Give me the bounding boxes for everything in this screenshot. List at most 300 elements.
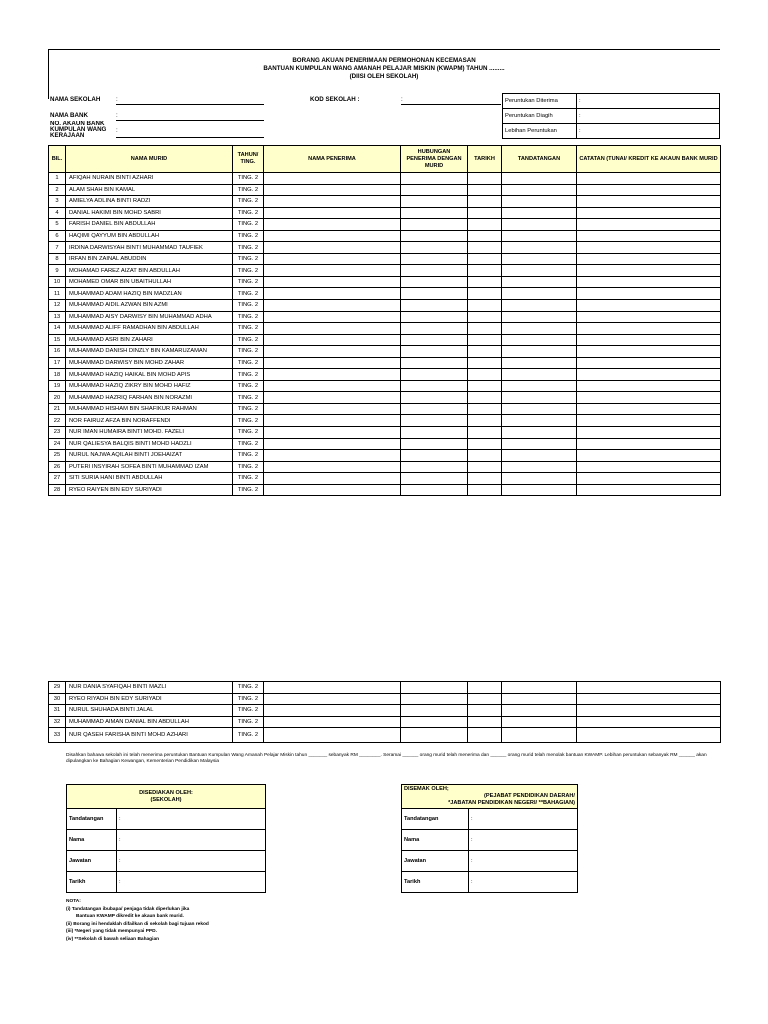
student-grade: TING. 2 xyxy=(233,473,264,485)
relationship-cell[interactable] xyxy=(401,438,468,450)
recipient-name-cell[interactable] xyxy=(264,450,401,462)
table-row xyxy=(49,230,721,242)
table-row xyxy=(49,693,721,705)
nama-sekolah-label: NAMA SEKOLAH xyxy=(50,96,101,103)
colon: : xyxy=(116,96,118,103)
signature-cell[interactable] xyxy=(502,369,577,381)
student-grade: TING. 2 xyxy=(233,403,264,415)
student-name: MUHAMMAD AIMAN DANIAL BIN ABDULLAH xyxy=(66,716,233,728)
row-number: 31 xyxy=(49,705,66,717)
recipient-name-cell[interactable] xyxy=(264,728,401,743)
signature-cell[interactable] xyxy=(502,323,577,335)
date-cell[interactable] xyxy=(468,461,502,473)
relationship-cell[interactable] xyxy=(401,450,468,462)
student-name: MOHAMAD FAREZ AIZAT BIN ABDULLAH xyxy=(66,265,233,277)
relationship-cell[interactable] xyxy=(401,184,468,196)
colon: : xyxy=(116,112,118,119)
table-row xyxy=(49,265,721,277)
relationship-cell[interactable] xyxy=(401,473,468,485)
no-akaun-label: NO. AKAUN BANK KUMPULAN WANG KERAJAAN xyxy=(50,121,107,139)
signature-cell[interactable] xyxy=(502,288,577,300)
student-name: MUHAMMAD DANISH DINZLY BIN KAMARUZAMAN xyxy=(66,346,233,358)
date-cell[interactable] xyxy=(468,427,502,439)
date-cell[interactable] xyxy=(468,253,502,265)
date-cell[interactable] xyxy=(468,403,502,415)
diagih-label: Peruntukan Diagih xyxy=(503,109,577,124)
student-name: SITI SURIA HANI BINTI ABDULLAH xyxy=(66,473,233,485)
date-cell[interactable] xyxy=(468,357,502,369)
recipient-name-cell[interactable] xyxy=(264,346,401,358)
lebihan-value[interactable]: : xyxy=(577,124,720,139)
student-grade: TING. 2 xyxy=(233,253,264,265)
date-cell[interactable] xyxy=(468,392,502,404)
table-row xyxy=(49,682,721,694)
lebihan-label: Lebihan Peruntukan xyxy=(503,124,577,139)
checked-by-box xyxy=(401,784,578,893)
signature-cell[interactable] xyxy=(502,357,577,369)
student-grade: TING. 2 xyxy=(233,716,264,728)
relationship-cell[interactable] xyxy=(401,265,468,277)
student-name: MUHAMMAD ADAM HAZIQ BIN MADZLAN xyxy=(66,288,233,300)
remarks-cell[interactable] xyxy=(577,473,721,485)
student-grade: TING. 2 xyxy=(233,682,264,694)
student-name: MUHAMMAD HAZIQ HAIKAL BIN MOHD APIS xyxy=(66,369,233,381)
sig-right-tarikh[interactable]: : xyxy=(469,872,578,893)
sig-left-nama[interactable]: : xyxy=(117,830,266,851)
student-name: HAQIMI QAYYUM BIN ABDULLAH xyxy=(66,230,233,242)
table-row xyxy=(49,300,721,312)
date-cell[interactable] xyxy=(468,728,502,743)
row-number: 13 xyxy=(49,311,66,323)
student-name: NURUL SHUHADA BINTI JALAL xyxy=(66,705,233,717)
remarks-cell[interactable] xyxy=(577,196,721,208)
date-cell[interactable] xyxy=(468,450,502,462)
recipient-name-cell[interactable] xyxy=(264,219,401,231)
relationship-cell[interactable] xyxy=(401,380,468,392)
date-cell[interactable] xyxy=(468,369,502,381)
relationship-cell[interactable] xyxy=(401,253,468,265)
recipient-name-cell[interactable] xyxy=(264,427,401,439)
sig-left-label: Tarikh xyxy=(67,872,117,893)
signature-cell[interactable] xyxy=(502,427,577,439)
form-subtitle: BANTUAN KUMPULAN WANG AMANAH PELAJAR MISKIN (KWAPM) TAHUN ......... xyxy=(263,65,505,72)
row-number: 24 xyxy=(49,438,66,450)
date-cell[interactable] xyxy=(468,682,502,694)
relationship-cell[interactable] xyxy=(401,242,468,254)
signature-cell[interactable] xyxy=(502,173,577,185)
remarks-cell[interactable] xyxy=(577,427,721,439)
row-number: 15 xyxy=(49,334,66,346)
date-cell[interactable] xyxy=(468,693,502,705)
recipient-name-cell[interactable] xyxy=(264,173,401,185)
date-cell[interactable] xyxy=(468,484,502,496)
row-number: 2 xyxy=(49,184,66,196)
sig-left-tarikh[interactable]: : xyxy=(117,872,266,893)
student-grade: TING. 2 xyxy=(233,196,264,208)
date-cell[interactable] xyxy=(468,276,502,288)
row-number: 17 xyxy=(49,357,66,369)
relationship-cell[interactable] xyxy=(401,300,468,312)
relationship-cell[interactable] xyxy=(401,403,468,415)
recipient-name-cell[interactable] xyxy=(264,357,401,369)
table-row xyxy=(49,196,721,208)
date-cell[interactable] xyxy=(468,184,502,196)
relationship-cell[interactable] xyxy=(401,219,468,231)
form-title: BORANG AKUAN PENERIMAAN PERMOHONAN KECEMASAN xyxy=(292,57,476,64)
table-row xyxy=(49,207,721,219)
date-cell[interactable] xyxy=(468,323,502,335)
date-cell[interactable] xyxy=(468,705,502,717)
recipient-name-cell[interactable] xyxy=(264,288,401,300)
notes xyxy=(66,898,209,943)
date-cell[interactable] xyxy=(468,380,502,392)
signature-cell[interactable] xyxy=(502,207,577,219)
remarks-cell[interactable] xyxy=(577,300,721,312)
recipient-name-cell[interactable] xyxy=(264,253,401,265)
declaration-text: Disahkan bahawa sekolah ini telah menerima peruntukan Bantuan Kumpulan Wang Amanah Pelajar Miskin tahun _______ sebanyak RM ________. Seramai ______ orang murid telah menerima dan ______ orang murid telah menolak bantuan KWAMP. Lebihan peruntukan sebanyak RM ______ akan dipulangkan ke Bahagian Kewangan, Kementerian Pendidikan Malaysia xyxy=(66,753,707,764)
signature-cell[interactable] xyxy=(502,728,577,743)
recipient-name-cell[interactable] xyxy=(264,380,401,392)
col-hubungan: HUBUNGAN PENERIMA DENGAN MURID xyxy=(401,146,468,173)
table-row xyxy=(49,438,721,450)
recipient-name-cell[interactable] xyxy=(264,300,401,312)
recipient-name-cell[interactable] xyxy=(264,196,401,208)
row-number: 7 xyxy=(49,242,66,254)
date-cell[interactable] xyxy=(468,334,502,346)
notes-title: NOTA: xyxy=(66,899,81,904)
student-grade: TING. 2 xyxy=(233,323,264,335)
remarks-cell[interactable] xyxy=(577,230,721,242)
col-tandatangan: TANDATANGAN xyxy=(502,146,577,173)
table-row xyxy=(49,288,721,300)
student-name: AMIELYA ADLINA BINTI RADZI xyxy=(66,196,233,208)
recipient-name-cell[interactable] xyxy=(264,415,401,427)
signature-cell[interactable] xyxy=(502,450,577,462)
signature-cell[interactable] xyxy=(502,311,577,323)
signature-cell[interactable] xyxy=(502,196,577,208)
kod-sekolah-field[interactable] xyxy=(401,104,501,105)
nama-bank-field[interactable] xyxy=(116,120,264,121)
signature-cell[interactable] xyxy=(502,300,577,312)
date-cell[interactable] xyxy=(468,346,502,358)
date-cell[interactable] xyxy=(468,207,502,219)
row-number: 25 xyxy=(49,450,66,462)
relationship-cell[interactable] xyxy=(401,705,468,717)
sig-right-label: Jawatan xyxy=(402,851,469,872)
signature-cell[interactable] xyxy=(502,276,577,288)
student-grade: TING. 2 xyxy=(233,415,264,427)
recipient-name-cell[interactable] xyxy=(264,473,401,485)
col-tahun: TAHUN/ TING. xyxy=(233,146,264,173)
row-number: 8 xyxy=(49,253,66,265)
recipient-name-cell[interactable] xyxy=(264,484,401,496)
remarks-cell[interactable] xyxy=(577,693,721,705)
recipient-name-cell[interactable] xyxy=(264,392,401,404)
student-name: NUR DANIA SYAFIQAH BINTI MAZLI xyxy=(66,682,233,694)
table-row xyxy=(49,392,721,404)
row-number: 28 xyxy=(49,484,66,496)
date-cell[interactable] xyxy=(468,716,502,728)
relationship-cell[interactable] xyxy=(401,207,468,219)
checked-by-header: DISEMAK OLEH; (PEJABAT PENDIDIKAN DAERAH/ *JABATAN PENDIDIKAN NEGERI/ **BAHAGIAN) xyxy=(402,785,578,809)
nama-bank-label: NAMA BANK xyxy=(50,112,88,119)
relationship-cell[interactable] xyxy=(401,484,468,496)
row-number: 18 xyxy=(49,369,66,381)
note-item: (i) Tandatangan ibubapa/ penjaga tidak diperlukan jika xyxy=(66,906,190,912)
remarks-cell[interactable] xyxy=(577,705,721,717)
student-name: PUTERI INSYIRAH SOFEA BINTI MUHAMMAD IZAM xyxy=(66,461,233,473)
remarks-cell[interactable] xyxy=(577,392,721,404)
remarks-cell[interactable] xyxy=(577,311,721,323)
signature-cell[interactable] xyxy=(502,461,577,473)
date-cell[interactable] xyxy=(468,265,502,277)
remarks-cell[interactable] xyxy=(577,242,721,254)
nama-sekolah-field[interactable] xyxy=(116,104,264,105)
signature-cell[interactable] xyxy=(502,253,577,265)
form-top-border xyxy=(48,49,720,50)
signature-cell[interactable] xyxy=(502,334,577,346)
diagih-value[interactable]: : xyxy=(577,109,720,124)
sig-right-label: Nama xyxy=(402,830,469,851)
student-name: ALAM SHAH BIN KAMAL xyxy=(66,184,233,196)
table-row xyxy=(49,242,721,254)
sig-right-jawatan[interactable]: : xyxy=(469,851,578,872)
relationship-cell[interactable] xyxy=(401,334,468,346)
sig-left-jawatan[interactable]: : xyxy=(117,851,266,872)
date-cell[interactable] xyxy=(468,438,502,450)
date-cell[interactable] xyxy=(468,300,502,312)
signature-cell[interactable] xyxy=(502,682,577,694)
student-grade: TING. 2 xyxy=(233,693,264,705)
recipient-name-cell[interactable] xyxy=(264,716,401,728)
relationship-cell[interactable] xyxy=(401,357,468,369)
student-name: MUHAMMAD AIDIL AZWAN BIN AZMI xyxy=(66,300,233,312)
recipient-name-cell[interactable] xyxy=(264,403,401,415)
student-name: MUHAMMAD HAZRIQ FARHAN BIN NORAZMI xyxy=(66,392,233,404)
recipient-name-cell[interactable] xyxy=(264,184,401,196)
remarks-cell[interactable] xyxy=(577,415,721,427)
student-grade: TING. 2 xyxy=(233,438,264,450)
date-cell[interactable] xyxy=(468,219,502,231)
student-grade: TING. 2 xyxy=(233,346,264,358)
table-row xyxy=(49,369,721,381)
signature-cell[interactable] xyxy=(502,438,577,450)
recipient-name-cell[interactable] xyxy=(264,230,401,242)
relationship-cell[interactable] xyxy=(401,728,468,743)
recipient-name-cell[interactable] xyxy=(264,323,401,335)
remarks-cell[interactable] xyxy=(577,403,721,415)
table-row xyxy=(49,311,721,323)
table-row xyxy=(49,346,721,358)
row-number: 21 xyxy=(49,403,66,415)
relationship-cell[interactable] xyxy=(401,415,468,427)
remarks-cell[interactable] xyxy=(577,484,721,496)
student-grade: TING. 2 xyxy=(233,705,264,717)
row-number: 6 xyxy=(49,230,66,242)
student-table xyxy=(48,145,721,496)
remarks-cell[interactable] xyxy=(577,265,721,277)
relationship-cell[interactable] xyxy=(401,693,468,705)
sig-right-tandatangan[interactable]: : xyxy=(469,809,578,830)
sig-left-tandatangan[interactable]: : xyxy=(117,809,266,830)
remarks-cell[interactable] xyxy=(577,184,721,196)
relationship-cell[interactable] xyxy=(401,716,468,728)
signature-cell[interactable] xyxy=(502,346,577,358)
kod-sekolah-label: KOD SEKOLAH : xyxy=(310,96,360,103)
remarks-cell[interactable] xyxy=(577,276,721,288)
note-item: (iii) *Negeri yang tidak mempunyai PPD. xyxy=(66,929,157,934)
relationship-cell[interactable] xyxy=(401,392,468,404)
student-grade: TING. 2 xyxy=(233,311,264,323)
peruntukan-box xyxy=(502,93,720,139)
recipient-name-cell[interactable] xyxy=(264,242,401,254)
table-row xyxy=(49,253,721,265)
remarks-cell[interactable] xyxy=(577,173,721,185)
relationship-cell[interactable] xyxy=(401,369,468,381)
date-cell[interactable] xyxy=(468,173,502,185)
recipient-name-cell[interactable] xyxy=(264,265,401,277)
table-row xyxy=(49,716,721,728)
student-name: MUHAMMAD DARWISY BIN MOHD ZAHAR xyxy=(66,357,233,369)
recipient-name-cell[interactable] xyxy=(264,461,401,473)
recipient-name-cell[interactable] xyxy=(264,334,401,346)
date-cell[interactable] xyxy=(468,311,502,323)
recipient-name-cell[interactable] xyxy=(264,438,401,450)
student-name: MUHAMMAD HAZIQ ZIKRY BIN MOHD HAFIZ xyxy=(66,380,233,392)
relationship-cell[interactable] xyxy=(401,288,468,300)
table-row xyxy=(49,403,721,415)
col-catatan: CATATAN (TUNAI/ KREDIT KE AKAUN BANK MURID xyxy=(577,146,721,173)
signature-cell[interactable] xyxy=(502,265,577,277)
signature-cell[interactable] xyxy=(502,184,577,196)
table-row xyxy=(49,728,721,743)
relationship-cell[interactable] xyxy=(401,427,468,439)
signature-cell[interactable] xyxy=(502,403,577,415)
remarks-cell[interactable] xyxy=(577,728,721,743)
signature-cell[interactable] xyxy=(502,484,577,496)
date-cell[interactable] xyxy=(468,242,502,254)
signature-cell[interactable] xyxy=(502,219,577,231)
recipient-name-cell[interactable] xyxy=(264,705,401,717)
recipient-name-cell[interactable] xyxy=(264,207,401,219)
recipient-name-cell[interactable] xyxy=(264,693,401,705)
remarks-cell[interactable] xyxy=(577,288,721,300)
remarks-cell[interactable] xyxy=(577,207,721,219)
student-grade: TING. 2 xyxy=(233,242,264,254)
relationship-cell[interactable] xyxy=(401,311,468,323)
remarks-cell[interactable] xyxy=(577,357,721,369)
remarks-cell[interactable] xyxy=(577,380,721,392)
relationship-cell[interactable] xyxy=(401,230,468,242)
sig-right-label: Tarikh xyxy=(402,872,469,893)
signature-cell[interactable] xyxy=(502,392,577,404)
relationship-cell[interactable] xyxy=(401,196,468,208)
student-grade: TING. 2 xyxy=(233,380,264,392)
remarks-cell[interactable] xyxy=(577,682,721,694)
relationship-cell[interactable] xyxy=(401,276,468,288)
sig-left-label: Nama xyxy=(67,830,117,851)
no-akaun-field[interactable] xyxy=(116,137,264,138)
student-grade: TING. 2 xyxy=(233,173,264,185)
student-name: NURUL NAJWA AQILAH BINTI JOEHAIZAT xyxy=(66,450,233,462)
remarks-cell[interactable] xyxy=(577,253,721,265)
date-cell[interactable] xyxy=(468,230,502,242)
student-grade: TING. 2 xyxy=(233,484,264,496)
student-grade: TING. 2 xyxy=(233,392,264,404)
remarks-cell[interactable] xyxy=(577,438,721,450)
student-grade: TING. 2 xyxy=(233,276,264,288)
relationship-cell[interactable] xyxy=(401,346,468,358)
remarks-cell[interactable] xyxy=(577,450,721,462)
student-name: RYEO RIYADH BIN EDY SURIYADI xyxy=(66,693,233,705)
student-grade: TING. 2 xyxy=(233,334,264,346)
relationship-cell[interactable] xyxy=(401,323,468,335)
row-number: 26 xyxy=(49,461,66,473)
diterima-label: Peruntukan Diterima xyxy=(503,94,577,109)
signature-cell[interactable] xyxy=(502,705,577,717)
form-subtitle-note: (DIISI OLEH SEKOLAH) xyxy=(349,73,419,80)
remarks-cell[interactable] xyxy=(577,461,721,473)
relationship-cell[interactable] xyxy=(401,461,468,473)
student-name: NOR FAIRUZ AFZA BIN NORAFFENDI xyxy=(66,415,233,427)
date-cell[interactable] xyxy=(468,196,502,208)
relationship-cell[interactable] xyxy=(401,682,468,694)
signature-cell[interactable] xyxy=(502,415,577,427)
col-nama-penerima: NAMA PENERIMA xyxy=(264,146,401,173)
remarks-cell[interactable] xyxy=(577,369,721,381)
row-number: 4 xyxy=(49,207,66,219)
remarks-cell[interactable] xyxy=(577,346,721,358)
signature-cell[interactable] xyxy=(502,716,577,728)
date-cell[interactable] xyxy=(468,415,502,427)
student-grade: TING. 2 xyxy=(233,450,264,462)
student-grade: TING. 2 xyxy=(233,461,264,473)
row-number: 9 xyxy=(49,265,66,277)
date-cell[interactable] xyxy=(468,473,502,485)
table-row xyxy=(49,484,721,496)
row-number: 14 xyxy=(49,323,66,335)
sig-right-nama[interactable]: : xyxy=(469,830,578,851)
note-item: (ii) Borang ini hendaklah difailkan di sekolah bagi tujuan rekod xyxy=(66,921,209,927)
table-row xyxy=(49,219,721,231)
signature-cell[interactable] xyxy=(502,693,577,705)
sig-left-label: Jawatan xyxy=(67,851,117,872)
signature-cell[interactable] xyxy=(502,473,577,485)
recipient-name-cell[interactable] xyxy=(264,311,401,323)
signature-cell[interactable] xyxy=(502,230,577,242)
row-number: 11 xyxy=(49,288,66,300)
diterima-value[interactable]: : xyxy=(577,94,720,109)
signature-cell[interactable] xyxy=(502,242,577,254)
remarks-cell[interactable] xyxy=(577,334,721,346)
recipient-name-cell[interactable] xyxy=(264,276,401,288)
sig-right-label: Tandatangan xyxy=(402,809,469,830)
recipient-name-cell[interactable] xyxy=(264,682,401,694)
student-table-continued xyxy=(48,681,721,743)
table-row xyxy=(49,415,721,427)
note-item: (iv) **Sekolah di bawah seliaan Bahagian xyxy=(66,936,160,942)
relationship-cell[interactable] xyxy=(401,173,468,185)
signature-cell[interactable] xyxy=(502,380,577,392)
recipient-name-cell[interactable] xyxy=(264,369,401,381)
colon: : xyxy=(116,127,118,134)
remarks-cell[interactable] xyxy=(577,716,721,728)
remarks-cell[interactable] xyxy=(577,219,721,231)
remarks-cell[interactable] xyxy=(577,323,721,335)
student-name: NUR QASEH FARISHA BINTI MOHD AZHARI xyxy=(66,728,233,743)
student-name: MUHAMMAD ASRI BIN ZAHARI xyxy=(66,334,233,346)
date-cell[interactable] xyxy=(468,288,502,300)
